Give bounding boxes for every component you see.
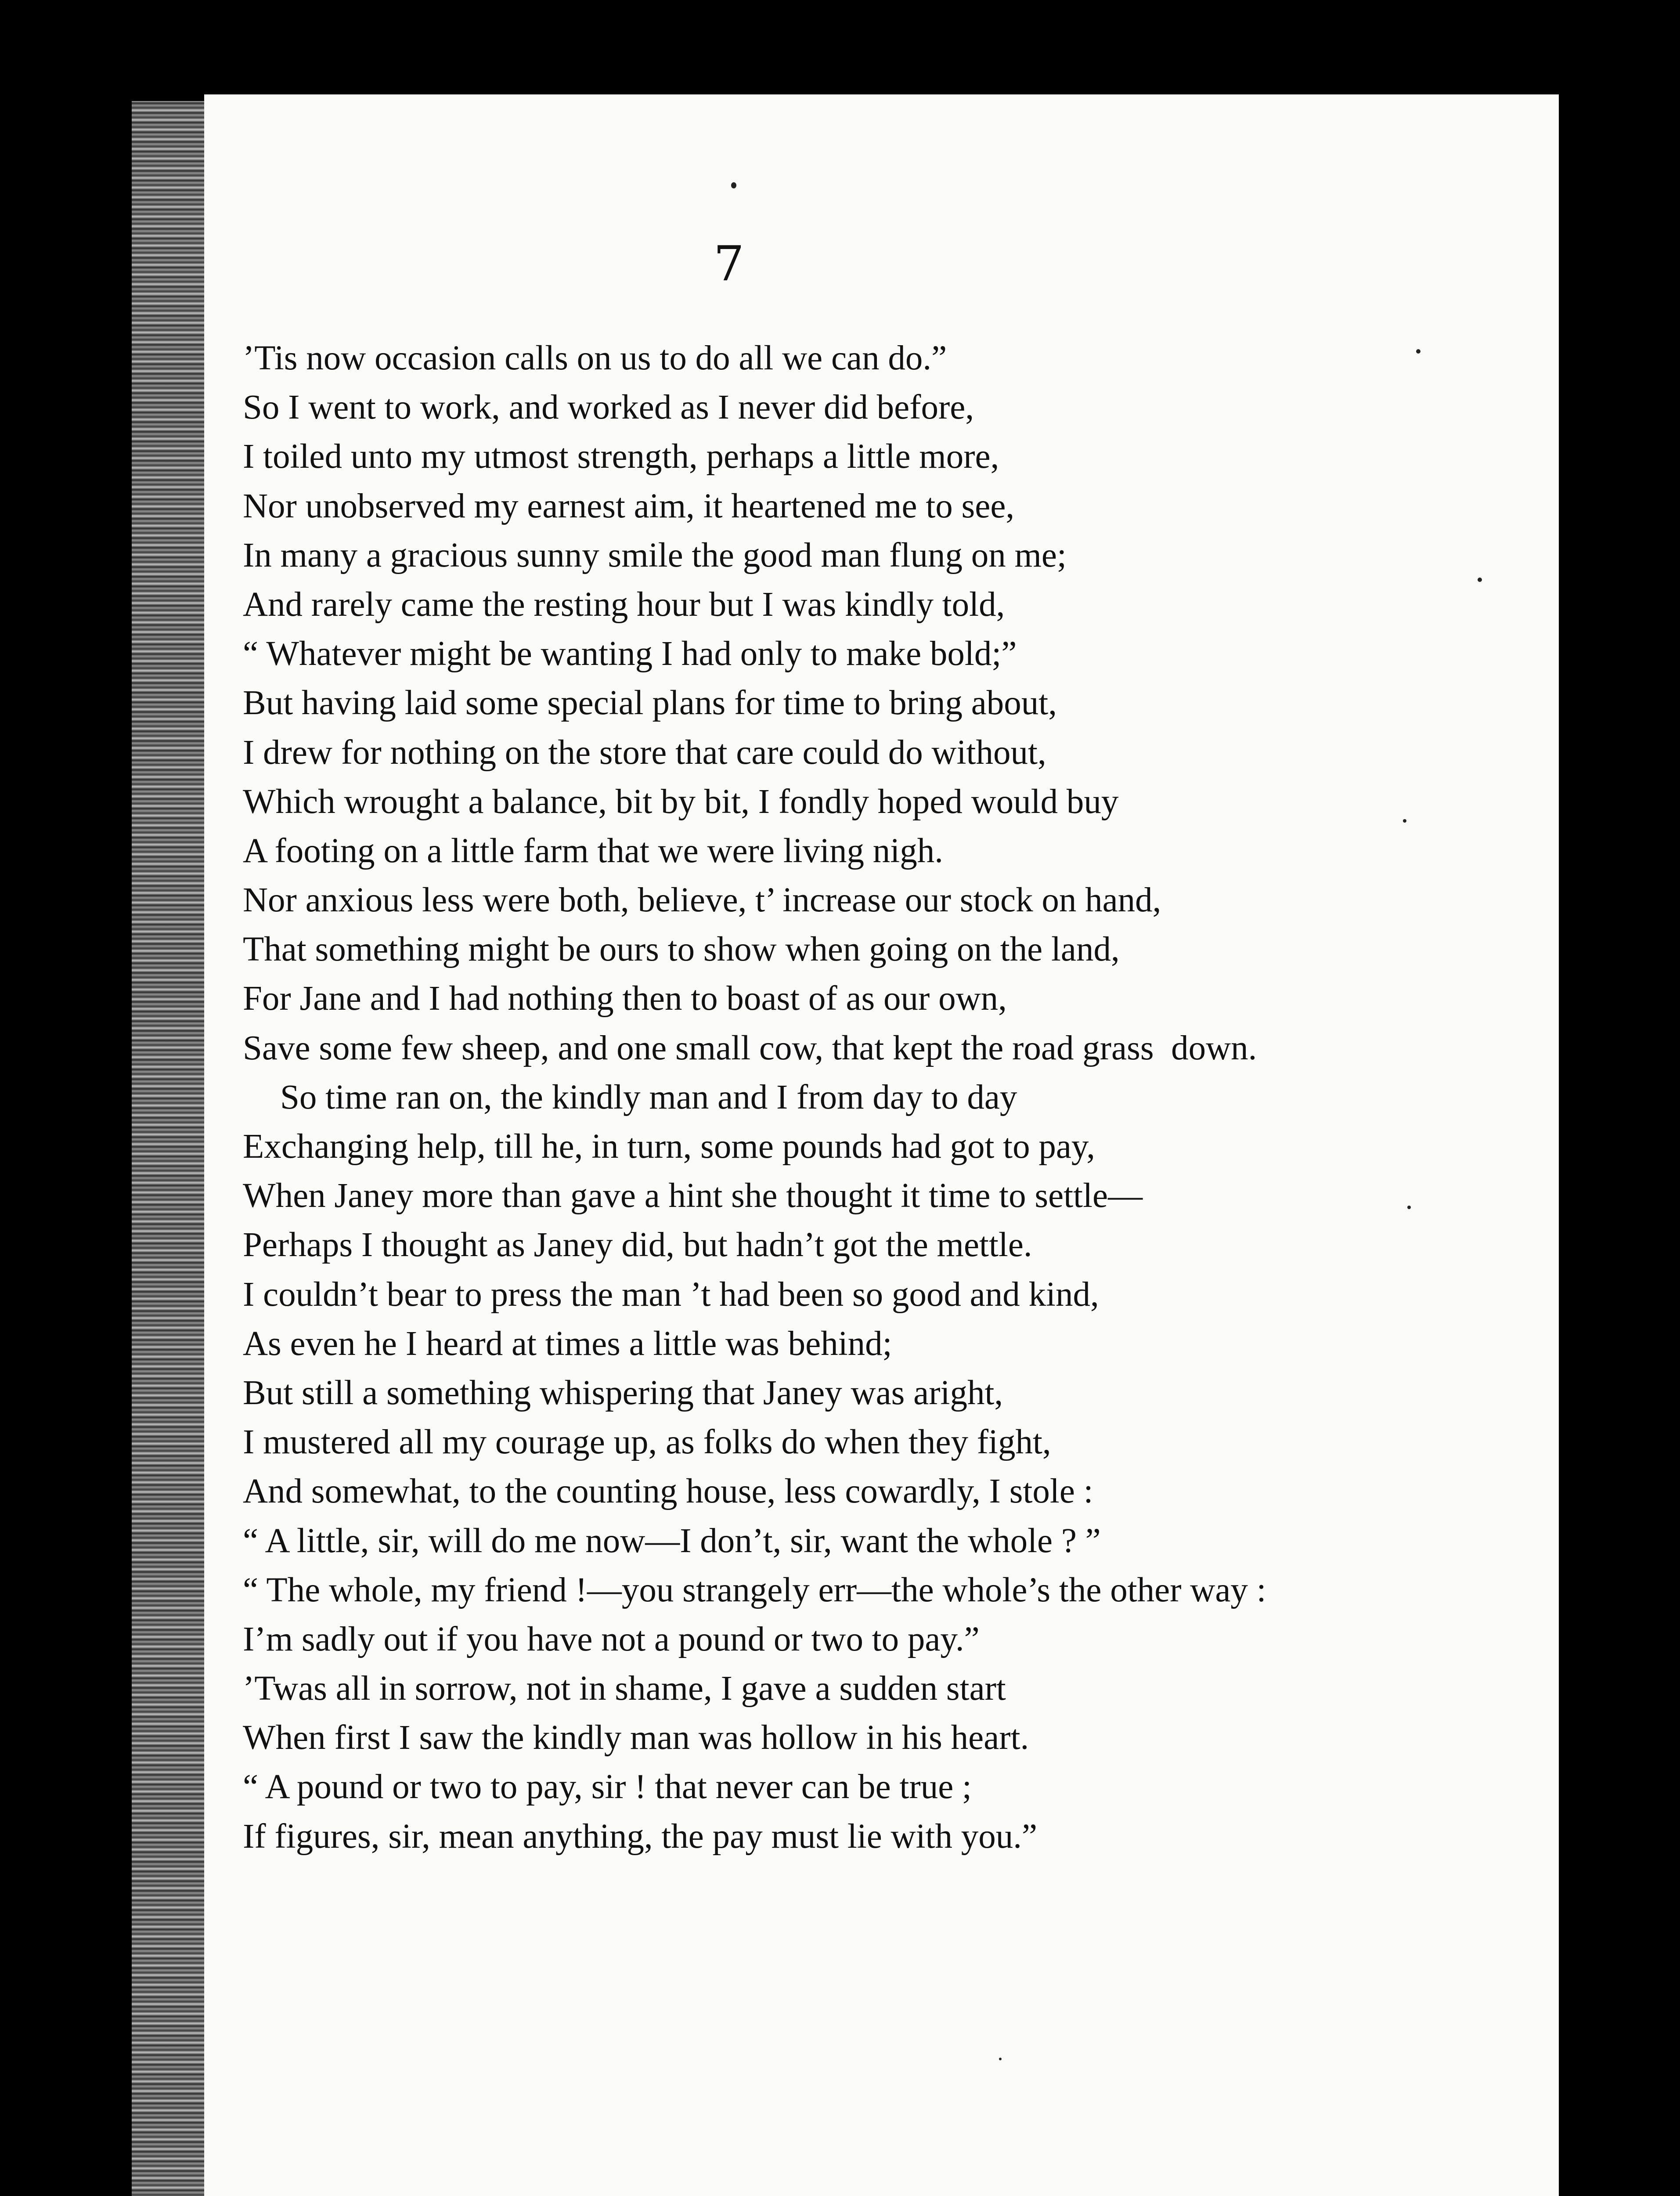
poem-line: Save some few sheep, and one small cow, that kept the road grass down. <box>243 1029 1257 1067</box>
ink-speck <box>999 2058 1002 2060</box>
poem-line: Exchanging help, till he, in turn, some pounds had got to pay, <box>243 1127 1096 1166</box>
ink-speck <box>1478 578 1482 582</box>
poem-line: “ A pound or two to pay, sir ! that never can be true ; <box>243 1768 972 1806</box>
poem-line: But having laid some special plans for time to bring about, <box>243 684 1057 722</box>
poem-line: “ A little, sir, will do me now—I don’t, sir, want the whole ? ” <box>243 1521 1101 1560</box>
poem-line: For Jane and I had nothing then to boast of as our own, <box>243 979 1007 1018</box>
poem-line: I mustered all my courage up, as folks do when they fight, <box>243 1423 1051 1462</box>
ink-speck <box>1416 349 1420 354</box>
poem-line: I couldn’t bear to press the man ’t had been so good and kind, <box>243 1275 1099 1314</box>
ink-speck <box>1407 1206 1411 1209</box>
poem-line: Nor unobserved my earnest aim, it heartened me to see, <box>243 487 1015 525</box>
ink-speck <box>1403 819 1406 823</box>
poem-line: When Janey more than gave a hint she thought it time to settle— <box>243 1177 1143 1215</box>
poem-line: Nor anxious less were both, believe, t’ increase our stock on hand, <box>243 881 1161 920</box>
poem-line: That something might be ours to show when going on the land, <box>243 930 1120 969</box>
poem-line: And somewhat, to the counting house, less cowardly, I stole : <box>243 1472 1093 1511</box>
poem-line: I drew for nothing on the store that care could do without, <box>243 733 1046 772</box>
poem-line: I toiled unto my utmost strength, perhaps a little more, <box>243 437 999 476</box>
poem-line: “ The whole, my friend !—you strangely err—the whole’s the other way : <box>243 1571 1266 1609</box>
poem-line: If figures, sir, mean anything, the pay must lie with you.” <box>243 1817 1038 1856</box>
poem-line: But still a something whispering that Janey was aright, <box>243 1373 1003 1412</box>
poem-line: ’Tis now occasion calls on us to do all we can do.” <box>243 339 947 377</box>
poem-line: As even he I heard at times a little was behind; <box>243 1324 892 1363</box>
poem-line: ’Twas all in sorrow, not in shame, I gave a sudden start <box>243 1669 1006 1708</box>
poem-text-block <box>243 334 1543 1861</box>
poem-line: So time ran on, the kindly man and I from day to day <box>280 1078 1017 1116</box>
book-spine-edge <box>132 101 204 2196</box>
poem-line: A footing on a little farm that we were living nigh. <box>243 831 944 870</box>
poem-line: Perhaps I thought as Janey did, but hadn’t got the mettle. <box>243 1226 1032 1264</box>
poem-line: In many a gracious sunny smile the good man flung on me; <box>243 536 1067 574</box>
poem-line: I’m sadly out if you have not a pound or two to pay.” <box>243 1620 980 1658</box>
poem-line: So I went to work, and worked as I never did before, <box>243 388 974 427</box>
ink-speck <box>731 182 736 188</box>
poem-line: “ Whatever might be wanting I had only to make bold;” <box>243 635 1017 673</box>
poem-line: Which wrought a balance, bit by bit, I fondly hoped would buy <box>243 782 1119 821</box>
poem-line: When first I saw the kindly man was hollow in his heart. <box>243 1719 1029 1757</box>
poem-line: And rarely came the resting hour but I was kindly told, <box>243 585 1005 624</box>
page-number: 7 <box>714 235 744 292</box>
book-page <box>204 94 1559 2196</box>
